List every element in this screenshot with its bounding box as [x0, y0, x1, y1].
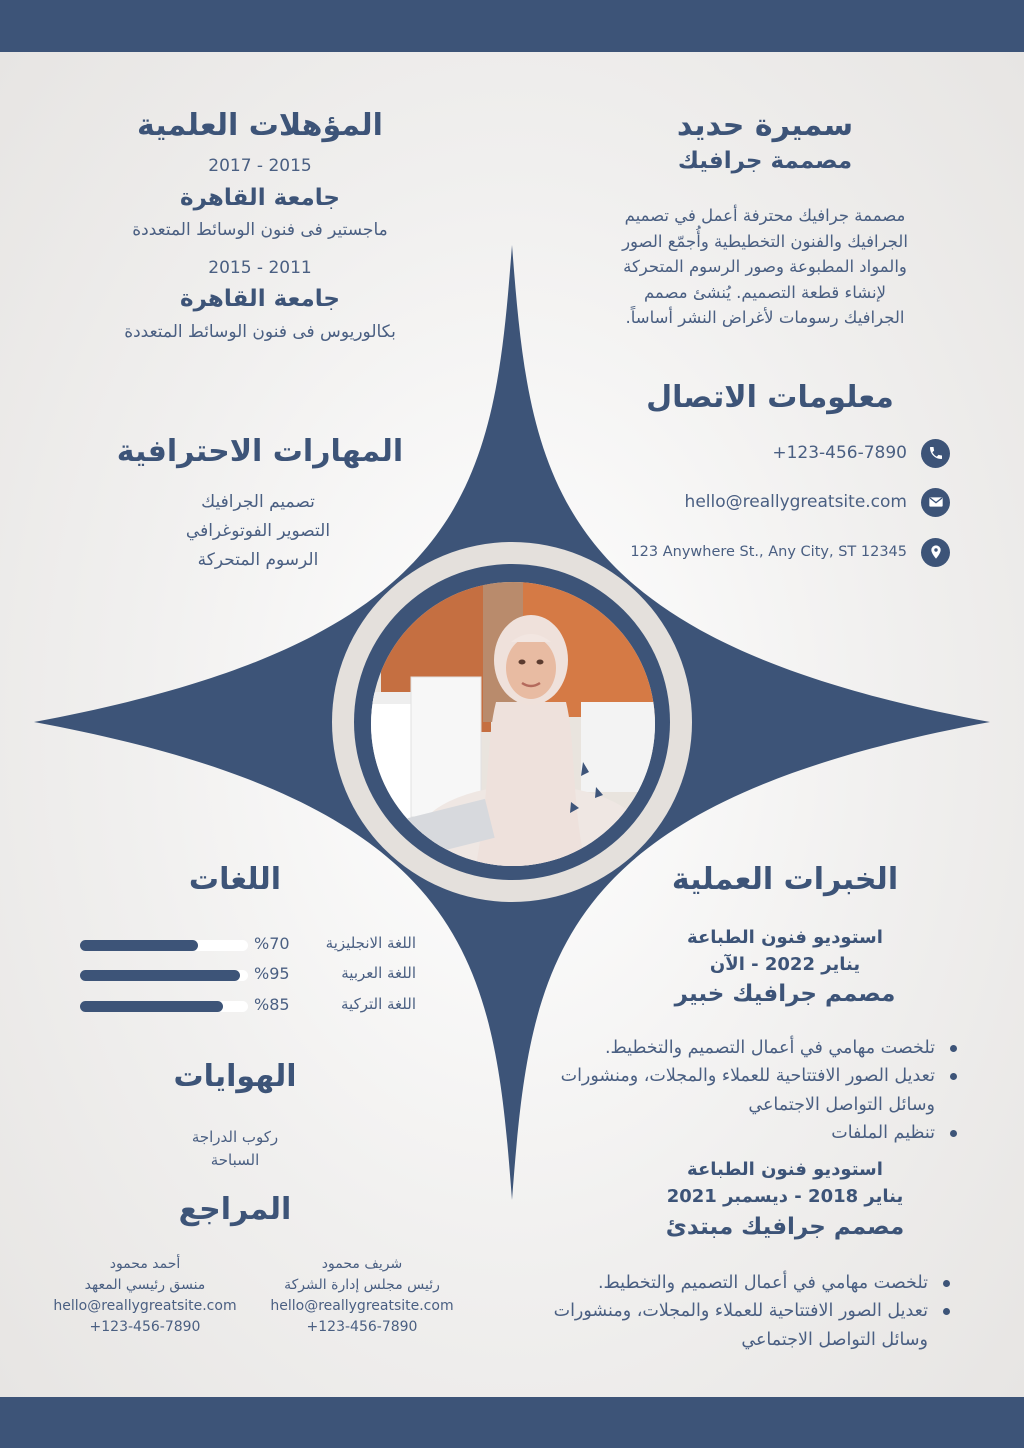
education-degree: بكالوريوس فى فنون الوسائط المتعددة [124, 321, 396, 342]
hobbies-list [135, 1126, 335, 1173]
references-heading: المراجع [178, 1192, 292, 1227]
experience-heading: الخبرات العملية [671, 862, 899, 897]
language-bar [80, 940, 248, 951]
education-heading: المؤهلات العلمية [137, 108, 383, 143]
job-duty-item: تعديل الصور الافتتاحية للعملاء والمجلات، ومنشورات وسائل التواصل الاجتماعي [548, 1297, 928, 1354]
job-duties [555, 1034, 957, 1147]
job-duty-item: تنظيم الملفات [555, 1119, 935, 1147]
education-years: 2015 - 2011 [208, 257, 312, 278]
phone-icon [921, 439, 950, 468]
language-row [80, 995, 416, 1017]
location-icon [921, 538, 950, 567]
language-percent: %85 [254, 995, 290, 1014]
job-duty-item: تعديل الصور الافتتاحية للعملاء والمجلات، ومنشورات وسائل التواصل الاجتماعي [555, 1062, 935, 1119]
summary-line: لإنشاء قطعة التصميم. يُنشئ مصمم [643, 282, 887, 302]
summary-line: الجرافيك والفنون التخطيطية وأُجمّع الصور [622, 231, 908, 251]
languages-heading: اللغات [188, 862, 282, 897]
education-degree: ماجستير فى فنون الوسائط المتعددة [132, 220, 388, 241]
language-bar-fill [80, 970, 240, 981]
education-school: جامعة القاهرة [180, 184, 340, 211]
contact-address [630, 536, 950, 568]
job-duty-item: تلخصت مهامي في أعمال التصميم والتخطيط. [555, 1034, 935, 1062]
address-text: 123 Anywhere St., Any City, ST 12345 [630, 544, 907, 560]
education-years: 2017 - 2015 [208, 156, 312, 176]
reference-email: hello@reallygreatsite.com [270, 1298, 454, 1314]
skill-item: الرسوم المتحركة [197, 549, 319, 570]
language-name: اللغة العربية [341, 964, 416, 982]
job-company: استوديو فنون الطباعة [687, 927, 883, 948]
hobbies-heading: الهوايات [173, 1059, 297, 1094]
email-text: hello@reallygreatsite.com [684, 492, 907, 512]
reference-name: أحمد محمود [109, 1256, 181, 1272]
profile-summary [580, 203, 950, 331]
profile-photo [371, 582, 655, 866]
reference-role: رئيس مجلس إدارة الشركة [284, 1277, 440, 1293]
profile-header [580, 108, 950, 176]
hobby-item: السباحة [210, 1151, 260, 1170]
person-title: مصممة جرافيك [677, 148, 853, 174]
skills-heading: المهارات الاحترافية [116, 434, 404, 469]
summary-line: الجرافيك رسومات لأغراض النشر أساساً. [625, 308, 905, 328]
language-bar-fill [80, 940, 198, 951]
reference-name: شريف محمود [321, 1256, 403, 1272]
job-role: مصمم جرافيك خبير [674, 981, 896, 1007]
language-row [80, 934, 416, 956]
contact-heading: معلومات الاتصال [646, 380, 894, 415]
email-icon [921, 488, 950, 517]
job-period: يناير 2022 - الآن [709, 954, 861, 975]
skill-item: تصميم الجرافيك [201, 492, 315, 512]
contact-email [685, 486, 950, 518]
language-percent: %70 [254, 934, 290, 953]
reference-phone: +123-456-7890 [89, 1319, 201, 1335]
reference-card [262, 1254, 462, 1338]
language-name: اللغة الانجليزية [325, 934, 416, 952]
job-header [620, 924, 950, 1009]
skill-item: التصوير الفوتوغرافي [185, 520, 331, 541]
language-bar [80, 1001, 248, 1012]
skills-section [80, 434, 440, 470]
summary-line: مصممة جرافيك محترفة أعمل في تصميم [624, 206, 906, 225]
summary-line: والمواد المطبوعة وصور الرسوم المتحركة [623, 257, 907, 277]
phone-text: +123-456-7890 [772, 443, 907, 463]
person-name: سميرة حديد [676, 108, 854, 143]
job-duty-item: تلخصت مهامي في أعمال التصميم والتخطيط. [548, 1269, 928, 1297]
reference-card [45, 1254, 245, 1338]
reference-phone: +123-456-7890 [306, 1319, 418, 1335]
language-name: اللغة التركية [341, 995, 416, 1013]
contact-phone [772, 437, 950, 469]
education-section [80, 108, 440, 345]
skills-list [80, 488, 436, 575]
reference-role: منسق رئيسي المعهد [84, 1277, 206, 1293]
hobby-item: ركوب الدراجة [191, 1128, 279, 1146]
language-row [80, 964, 416, 986]
language-bar-fill [80, 1001, 223, 1012]
job-header [620, 1156, 950, 1242]
language-percent: %95 [254, 964, 290, 983]
language-bar [80, 970, 248, 981]
education-school: جامعة القاهرة [180, 286, 340, 313]
job-role: مصمم جرافيك مبتدئ [665, 1214, 905, 1240]
job-period: يناير 2018 - ديسمبر 2021 [666, 1186, 904, 1207]
job-duties [548, 1269, 950, 1354]
job-company: استوديو فنون الطباعة [687, 1159, 883, 1180]
reference-email: hello@reallygreatsite.com [53, 1298, 237, 1314]
